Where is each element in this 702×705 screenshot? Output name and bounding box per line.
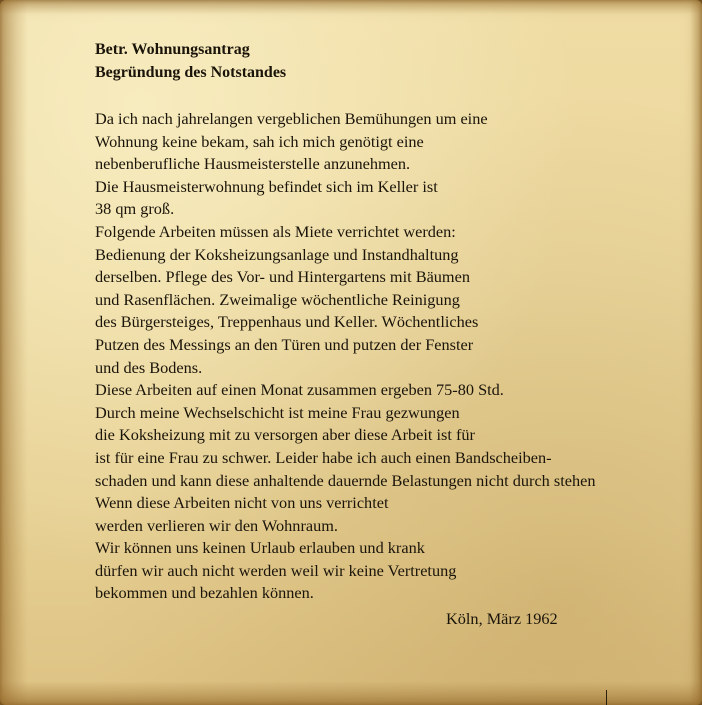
board-edge-shading	[0, 681, 702, 705]
body-line: ist für eine Frau zu schwer. Leider habe ich auch einen Bandscheiben-	[95, 447, 552, 467]
body-line: und Rasenflächen. Zweimalige wöchentliche Reinigung	[95, 289, 460, 309]
body-line: Wenn diese Arbeiten nicht von uns verrichtet	[95, 493, 389, 513]
justification-heading: Begründung des Notstandes	[95, 64, 287, 81]
body-line: und des Bodens.	[95, 357, 203, 377]
place-date: Köln, März 1962	[446, 609, 558, 628]
body-line: bekommen und bezahlen können.	[95, 583, 314, 603]
body-line: des Bürgersteiges, Treppenhaus und Keller. Wöchentliches	[95, 312, 479, 332]
body-line: Folgende Arbeiten müssen als Miete verrichtet werden:	[95, 221, 456, 241]
body-line: Wohnung keine bekam, sah ich mich genötigt eine	[95, 131, 424, 151]
body-line: derselben. Pflege des Vor- und Hintergartens mit Bäumen	[95, 267, 470, 287]
body-line: werden verlieren wir den Wohnraum.	[95, 515, 338, 535]
body-line: Wir können uns keinen Urlaub erlauben und krank	[95, 538, 425, 558]
subject-line: Betr. Wohnungsantrag	[95, 41, 250, 58]
board-edge-shading	[0, 0, 28, 705]
body-line: nebenberufliche Hausmeisterstelle anzunehmen.	[95, 154, 411, 174]
body-line: Da ich nach jahrelangen vergeblichen Bemühungen um eine	[95, 109, 488, 128]
letter-body	[95, 108, 595, 605]
body-line: Bedienung der Koksheizungsanlage und Instandhaltung	[95, 244, 459, 264]
board-mark	[606, 690, 607, 705]
body-line: dürfen wir auch nicht werden weil wir keine Vertretung	[95, 560, 457, 580]
board-edge-shading	[0, 0, 702, 14]
body-line: Diese Arbeiten auf einen Monat zusammen ergeben 75-80 Std.	[95, 380, 504, 400]
body-line: Durch meine Wechselschicht ist meine Frau gezwungen	[95, 402, 460, 422]
board-edge-shading	[690, 0, 702, 705]
body-line: die Koksheizung mit zu versorgen aber diese Arbeit ist für	[95, 425, 475, 445]
body-line: Putzen des Messings an den Türen und putzen der Fenster	[95, 334, 474, 354]
body-line: Die Hausmeisterwohnung befindet sich im Keller ist	[95, 176, 438, 196]
body-line: schaden und kann diese anhaltende dauernde Belastungen nicht durch stehen	[95, 470, 596, 490]
body-line: 38 qm groß.	[95, 199, 175, 219]
